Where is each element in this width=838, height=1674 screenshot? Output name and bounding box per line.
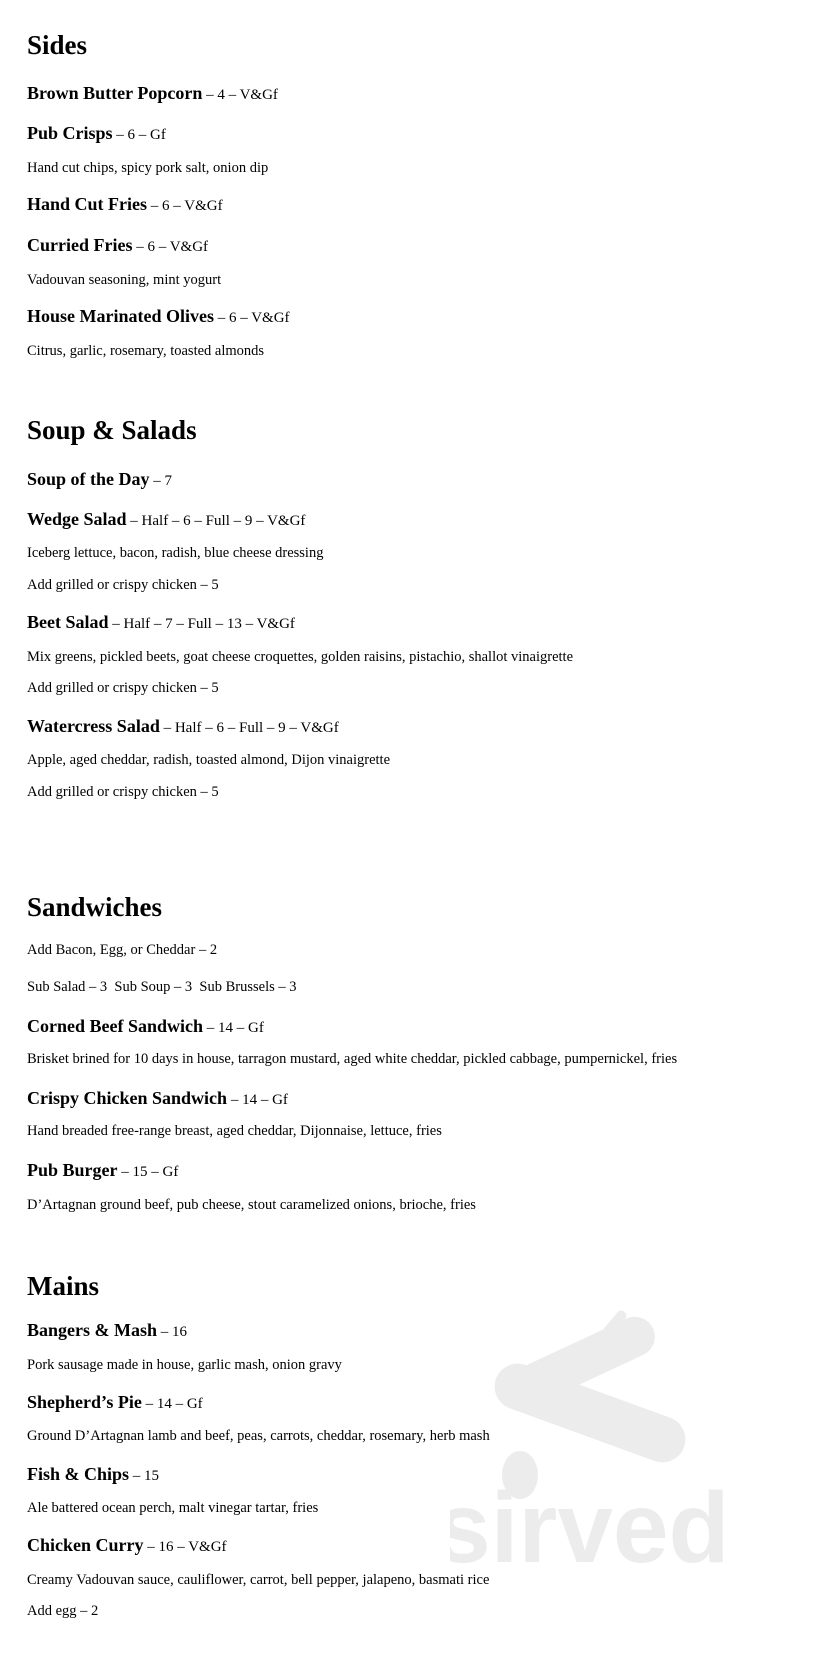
section-heading-soup-salads: Soup & Salads — [27, 415, 197, 445]
item-name: Hand Cut Fries — [27, 194, 148, 214]
menu-item — [27, 1390, 203, 1414]
item-description: Apple, aged cheddar, radish, toasted almond, Dijon vinaigrette — [27, 752, 391, 768]
item-price: – Half – 6 – Full – 9 – V&Gf — [126, 513, 306, 529]
item-description: Brisket brined for 10 days in house, tarragon mustard, aged white cheddar, pickled cabbage, pumpernickel, fries — [27, 1051, 678, 1067]
item-price: – 15 – Gf — [117, 1164, 179, 1180]
item-price: – 6 – Gf — [112, 127, 166, 143]
menu-item — [27, 1462, 159, 1486]
menu-item — [27, 714, 339, 738]
item-name: Corned Beef Sandwich — [27, 1016, 204, 1036]
item-price: – 15 — [129, 1468, 160, 1484]
section-heading-sandwiches: Sandwiches — [27, 892, 163, 922]
section-heading-sides: Sides — [27, 30, 88, 60]
item-name: Wedge Salad — [27, 509, 127, 529]
section-heading-mains: Mains — [27, 1271, 100, 1301]
item-description: Iceberg lettuce, bacon, radish, blue cheese dressing — [27, 545, 324, 561]
item-description: Hand cut chips, spicy pork salt, onion dip — [27, 160, 269, 176]
item-price: – 4 – V&Gf — [202, 87, 278, 103]
item-name: Soup of the Day — [27, 469, 150, 489]
item-name: Bangers & Mash — [27, 1320, 157, 1340]
item-description: D’Artagnan ground beef, pub cheese, stout caramelized onions, brioche, fries — [27, 1197, 476, 1213]
svg-text:sirved: sirved — [450, 1472, 730, 1570]
item-name: Watercress Salad — [27, 716, 160, 736]
item-description: Vadouvan seasoning, mint yogurt — [27, 272, 222, 288]
item-addon: Add grilled or crispy chicken – 5 — [27, 577, 219, 593]
item-price: – Half – 6 – Full – 9 – V&Gf — [159, 720, 339, 736]
item-price: – 6 – V&Gf — [147, 198, 223, 214]
item-description: Citrus, garlic, rosemary, toasted almonds — [27, 343, 265, 359]
item-price: – 6 – V&Gf — [132, 239, 209, 255]
menu-item — [27, 192, 223, 216]
item-price: – 16 – V&Gf — [143, 1539, 227, 1555]
item-name: Shepherd’s Pie — [27, 1392, 142, 1412]
item-name: Pub Crisps — [27, 123, 113, 143]
item-name: Pub Burger — [27, 1160, 118, 1180]
menu-item — [27, 121, 166, 145]
item-price: – 14 – Gf — [141, 1396, 203, 1412]
item-name: Fish & Chips — [27, 1464, 130, 1484]
item-addon: Add grilled or crispy chicken – 5 — [27, 680, 219, 696]
item-name: Curried Fries — [27, 235, 133, 255]
section-note: Sub Salad – 3 Sub Soup – 3 Sub Brussels – 3 — [27, 979, 297, 995]
item-price: – 7 — [149, 473, 173, 489]
item-name: Crispy Chicken Sandwich — [27, 1088, 228, 1108]
item-price: – 14 – Gf — [203, 1020, 264, 1036]
menu-item — [27, 1318, 187, 1342]
item-name: Brown Butter Popcorn — [27, 83, 203, 103]
item-name: Beet Salad — [27, 612, 109, 632]
item-description: Ale battered ocean perch, malt vinegar tartar, fries — [27, 1500, 319, 1516]
item-name: House Marinated Olives — [27, 306, 214, 326]
menu-item — [27, 1158, 178, 1182]
item-name: Chicken Curry — [27, 1535, 144, 1555]
sirved-watermark-logo — [450, 1300, 770, 1570]
menu-item — [27, 1014, 264, 1038]
item-description: Ground D’Artagnan lamb and beef, peas, carrots, cheddar, rosemary, herb mash — [27, 1428, 490, 1444]
menu-item — [27, 1533, 227, 1557]
item-price: – 16 — [157, 1324, 187, 1340]
item-price: – 14 – Gf — [227, 1092, 288, 1108]
item-description: Mix greens, pickled beets, goat cheese croquettes, golden raisins, pistachio, shallot vinaigrette — [27, 649, 574, 665]
section-note: Add Bacon, Egg, or Cheddar – 2 — [27, 942, 218, 958]
item-description: Pork sausage made in house, garlic mash, onion gravy — [27, 1357, 342, 1373]
menu-item — [27, 1086, 288, 1110]
item-description: Creamy Vadouvan sauce, cauliflower, carrot, bell pepper, jalapeno, basmati rice — [27, 1572, 490, 1588]
menu-item — [27, 507, 305, 531]
menu-item — [27, 81, 278, 105]
menu-item — [27, 304, 290, 328]
item-price: – Half – 7 – Full – 13 – V&Gf — [108, 616, 295, 632]
menu-item — [27, 610, 295, 634]
item-price: – 6 – V&Gf — [214, 310, 290, 326]
item-addon: Add grilled or crispy chicken – 5 — [27, 784, 219, 800]
item-addon: Add egg – 2 — [27, 1603, 99, 1619]
menu-item — [27, 467, 172, 491]
menu-item — [27, 233, 208, 257]
item-description: Hand breaded free-range breast, aged cheddar, Dijonnaise, lettuce, fries — [27, 1123, 442, 1139]
